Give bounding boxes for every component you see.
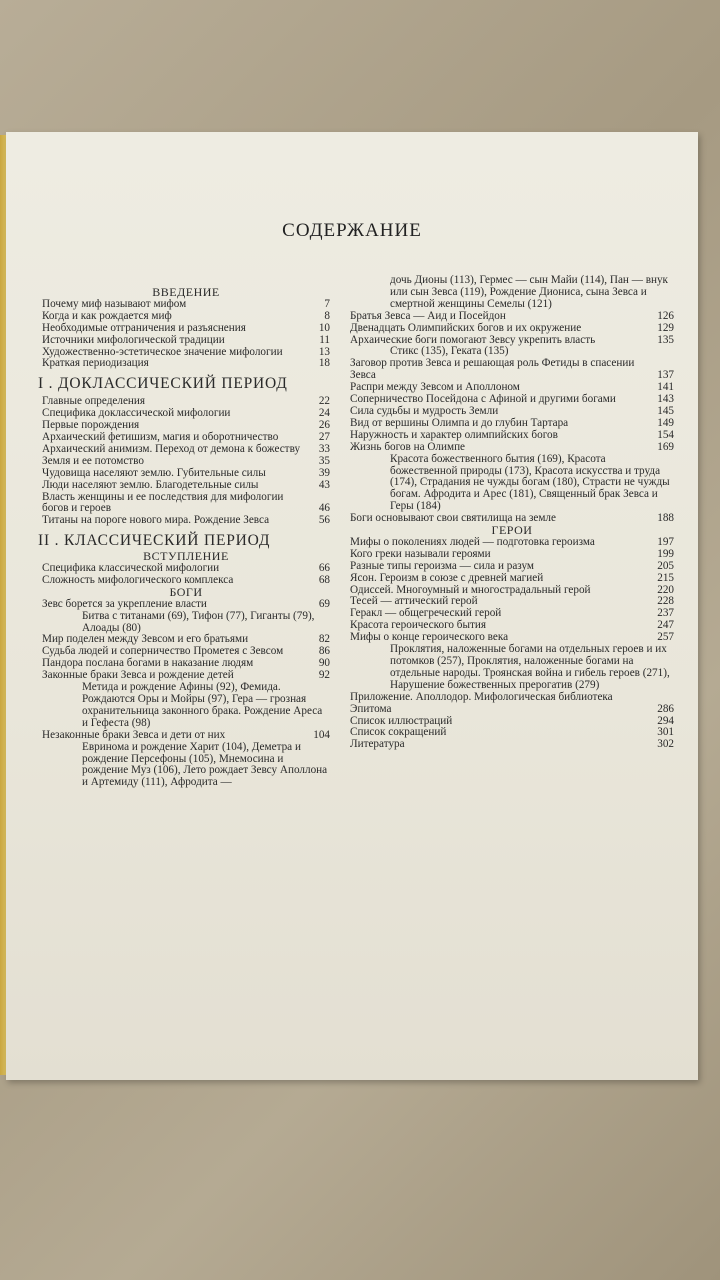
toc-entry xyxy=(350,739,674,751)
toc-entry-title: Специфика классической мифологии xyxy=(42,562,220,575)
toc-page-number: 22 xyxy=(318,395,330,408)
toc-entry-title: Одиссей. Многоумный и многострадальный герой xyxy=(350,583,591,596)
toc-entry-title: Земля и ее потомство xyxy=(42,454,144,467)
toc-entry-title: Приложение. Аполлодор. Мифологическая библиотека Эпитома xyxy=(350,690,613,715)
toc-entry-title: Литература xyxy=(350,738,405,751)
toc-page-number: 141 xyxy=(657,381,674,394)
book-page xyxy=(6,132,698,1080)
toc-entry-title: Специфика доклассической мифологии xyxy=(42,407,231,420)
toc-subentries: Метида и рождение Афины (92), Фемида. Рождаются Оры и Мойры (97), Гера — грозная охранительница законного брака. Рождение Ареса и Гефеста (98) xyxy=(82,681,323,729)
page-title: СОДЕРЖАНИЕ xyxy=(282,220,422,241)
section-heading-introduction: ВСТУПЛЕНИЕ xyxy=(143,549,229,564)
toc-page-number: 92 xyxy=(318,669,330,682)
toc-entry-title: Разные типы героизма — сила и разум xyxy=(350,559,534,572)
toc-page-number: 27 xyxy=(318,430,330,443)
toc-page-number: 145 xyxy=(657,404,674,417)
toc-entry-title: Власть женщины и ее последствия для мифологии богов и героев xyxy=(42,490,284,515)
toc-entry-title: Титаны на пороге нового мира. Рождение Зевса xyxy=(42,514,270,527)
toc-subentries: Евринома и рождение Харит (104), Деметра и рождение Персефоны (105), Мнемосина и рождение Муз (106), Лето рождает Зевсу Аполлона и Артемиду (111), Афродита — xyxy=(82,740,328,789)
toc-entry xyxy=(42,599,330,611)
toc-page-number: 215 xyxy=(657,571,674,584)
toc-page-number: 237 xyxy=(657,607,674,620)
toc-entry xyxy=(350,573,674,585)
toc-entry-title: Жизнь богов на Олимпе xyxy=(350,440,466,453)
toc-entry-title: Ясон. Героизм в союзе с древней магией xyxy=(350,571,544,584)
part-heading-2: II . КЛАССИЧЕСКИЙ ПЕРИОД xyxy=(38,532,271,550)
toc-entry-title: Мифы о поколениях людей — подготовка героизма xyxy=(350,535,595,548)
toc-page-number: 33 xyxy=(318,442,330,455)
toc-entry xyxy=(350,692,674,716)
toc-page-number: 247 xyxy=(657,619,674,632)
toc-entry xyxy=(350,418,674,430)
toc-entry xyxy=(350,358,674,382)
toc-page-number: 66 xyxy=(318,562,330,575)
toc-entry xyxy=(350,430,674,442)
toc-page-number: 8 xyxy=(324,309,330,322)
toc-page-number: 294 xyxy=(657,714,674,727)
toc-page-number: 188 xyxy=(657,512,674,525)
toc-entry xyxy=(42,444,330,456)
toc-entry xyxy=(42,492,330,516)
toc-entry-title: Двенадцать Олимпийских богов и их окружение xyxy=(350,321,582,334)
section-heading-intro: ВВЕДЕНИЕ xyxy=(152,285,220,299)
toc-entry-title: Красота героического бытия xyxy=(350,619,487,632)
toc-entry-title: Распри между Зевсом и Аполлоном xyxy=(350,381,520,394)
toc-page-number: 169 xyxy=(657,440,674,453)
toc-entry xyxy=(350,311,674,323)
toc-page-number: 220 xyxy=(657,583,674,596)
toc-page-number: 82 xyxy=(318,633,330,646)
toc-entry xyxy=(350,442,674,454)
toc-page-number: 126 xyxy=(657,309,674,322)
toc-entry xyxy=(42,480,330,492)
toc-entry xyxy=(42,515,330,527)
toc-page-number: 86 xyxy=(318,645,330,658)
toc-continuation: Проклятия, наложенные богами на отдельных героев и их потомков (257), Проклятия, наложенные богами на отдельные народы. Троянская война и гибель героев (271), Нарушение божественных прерогатив (279) xyxy=(390,643,670,691)
toc-entry-title: Источники мифологической традиции xyxy=(42,333,225,346)
toc-page-number: 205 xyxy=(657,559,674,572)
toc-entry-title: Почему миф называют мифом xyxy=(42,297,187,310)
toc-entry-title: Соперничество Посейдона с Афиной и другими богами xyxy=(350,393,616,406)
toc-page-number: 154 xyxy=(657,428,674,441)
toc-entry-title: Архаические боги помогают Зевсу укрепить власть xyxy=(350,333,596,346)
toc-entry-title: Законные браки Зевса и рождение детей xyxy=(42,669,234,682)
toc-entry-title: Братья Зевса — Аид и Посейдон xyxy=(350,309,506,322)
toc-entry-title: Вид от вершины Олимпа и до глубин Тартара xyxy=(350,416,569,429)
toc-page-number: 56 xyxy=(318,514,330,527)
right-column xyxy=(350,275,674,751)
toc-page-number: 46 xyxy=(318,502,330,515)
toc-page-number: 69 xyxy=(318,597,330,610)
toc-entry xyxy=(42,456,330,468)
toc-entry-title: Заговор против Зевса и решающая роль Фетиды в спасении Зевса xyxy=(350,357,635,382)
toc-page-number: 257 xyxy=(657,631,674,644)
toc-entry-title: Главные определения xyxy=(42,395,146,408)
toc-entry-title: Список сокращений xyxy=(350,726,447,739)
toc-page-number: 286 xyxy=(657,702,674,715)
toc-page-number: 39 xyxy=(318,466,330,479)
toc-page-number: 135 xyxy=(657,333,674,346)
toc-entry-title: Художественно-эстетическое значение мифологии xyxy=(42,345,283,358)
toc-entry xyxy=(42,358,330,370)
toc-page-number: 10 xyxy=(318,321,330,334)
toc-continuation: Стикс (135), Геката (135) xyxy=(390,345,509,358)
toc-page-number: 68 xyxy=(318,573,330,586)
toc-page-number: 43 xyxy=(318,478,330,491)
toc-entry-title: Мир поделен между Зевсом и его братьями xyxy=(42,633,249,646)
toc-entry-title: Чудовища населяют землю. Губительные силы xyxy=(42,466,266,479)
toc-entry xyxy=(350,561,674,573)
left-column xyxy=(38,285,330,789)
toc-page-number: 228 xyxy=(657,595,674,608)
part-heading-1: I . ДОКЛАССИЧЕСКИЙ ПЕРИОД xyxy=(38,375,288,393)
toc-entry xyxy=(42,468,330,480)
toc-continuation: дочь Дионы (113), Гермес — сын Майи (114), Пан — внук или сын Зевса (119), Рождение Диониса, сына Зевса и смертной женщины Семелы (121) xyxy=(390,274,668,310)
toc-page-number: 26 xyxy=(318,419,330,432)
toc-entry-title: Боги основывают свои святилища на земле xyxy=(350,512,556,525)
toc-entry-title: Геракл — общегреческий герой xyxy=(350,607,502,620)
toc-entry-title: Тесей — аттический герой xyxy=(350,595,478,608)
toc-entry xyxy=(42,311,330,323)
toc-entry-title: Краткая периодизация xyxy=(42,357,149,370)
toc-page-number: 301 xyxy=(657,726,674,739)
toc-page-number: 11 xyxy=(319,333,330,346)
toc-entry-title: Необходимые отграничения и разъяснения xyxy=(42,321,246,334)
section-heading-heroes: ГЕРОИ xyxy=(491,523,533,538)
toc-entry-title: Зевс борется за укрепление власти xyxy=(42,597,207,610)
toc-page-number: 302 xyxy=(657,738,674,751)
toc-entry-title: Когда и как рождается миф xyxy=(42,309,172,322)
toc-continuation: Красота божественного бытия (169), Красота божественной природы (173), Красота искусства и труда (174), Страдания не чужды богам (180), Страсти не чужды богам. Афродита и Арес (181), Священный брак Зевса и Геры (184) xyxy=(390,452,670,513)
toc-entry-title: Архаический фетишизм, магия и оборотничество xyxy=(42,430,279,443)
toc-page-number: 18 xyxy=(318,357,330,370)
toc-entry-title: Сила судьбы и мудрость Земли xyxy=(350,404,499,417)
toc-page-number: 7 xyxy=(324,297,330,310)
toc-entry-title: Архаический анимизм. Переход от демона к божеству xyxy=(42,442,301,455)
toc-page-number: 24 xyxy=(318,407,330,420)
toc-page-number: 104 xyxy=(313,728,330,741)
section-heading-gods: БОГИ xyxy=(169,584,203,599)
toc-entry-title: Кого греки называли героями xyxy=(350,547,491,560)
toc-page-number: 197 xyxy=(657,535,674,548)
toc-entry xyxy=(350,323,674,335)
toc-page-number: 137 xyxy=(657,369,674,382)
toc-subentries: Битва с титанами (69), Тифон (77), Гиганты (79), Алоады (80) xyxy=(82,609,315,634)
toc-entry-title: Сложность мифологического комплекса xyxy=(42,573,234,586)
toc-entry xyxy=(350,549,674,561)
toc-entry xyxy=(42,730,330,742)
toc-entry xyxy=(42,323,330,335)
toc-page-number: 129 xyxy=(657,321,674,334)
toc-entry-title: Мифы о конце героического века xyxy=(350,631,509,644)
toc-entry xyxy=(42,335,330,347)
toc-entry-title: Люди населяют землю. Благодетельные силы xyxy=(42,478,259,491)
toc-page-number: 13 xyxy=(318,345,330,358)
toc-entry-title: Первые порождения xyxy=(42,419,140,432)
toc-entry-title: Наружность и характер олимпийских богов xyxy=(350,428,558,441)
toc-page-number: 35 xyxy=(318,454,330,467)
toc-entry-title: Судьба людей и соперничество Прометея с Зевсом xyxy=(42,645,284,658)
toc-page-number: 199 xyxy=(657,547,674,560)
toc-page-number: 149 xyxy=(657,416,674,429)
toc-entry-title: Список иллюстраций xyxy=(350,714,453,727)
toc-entry-title: Пандора послана богами в наказание людям xyxy=(42,657,254,670)
toc-entry-title: Незаконные браки Зевса и дети от них xyxy=(42,728,226,741)
toc-page-number: 90 xyxy=(318,657,330,670)
toc-page-number: 143 xyxy=(657,393,674,406)
